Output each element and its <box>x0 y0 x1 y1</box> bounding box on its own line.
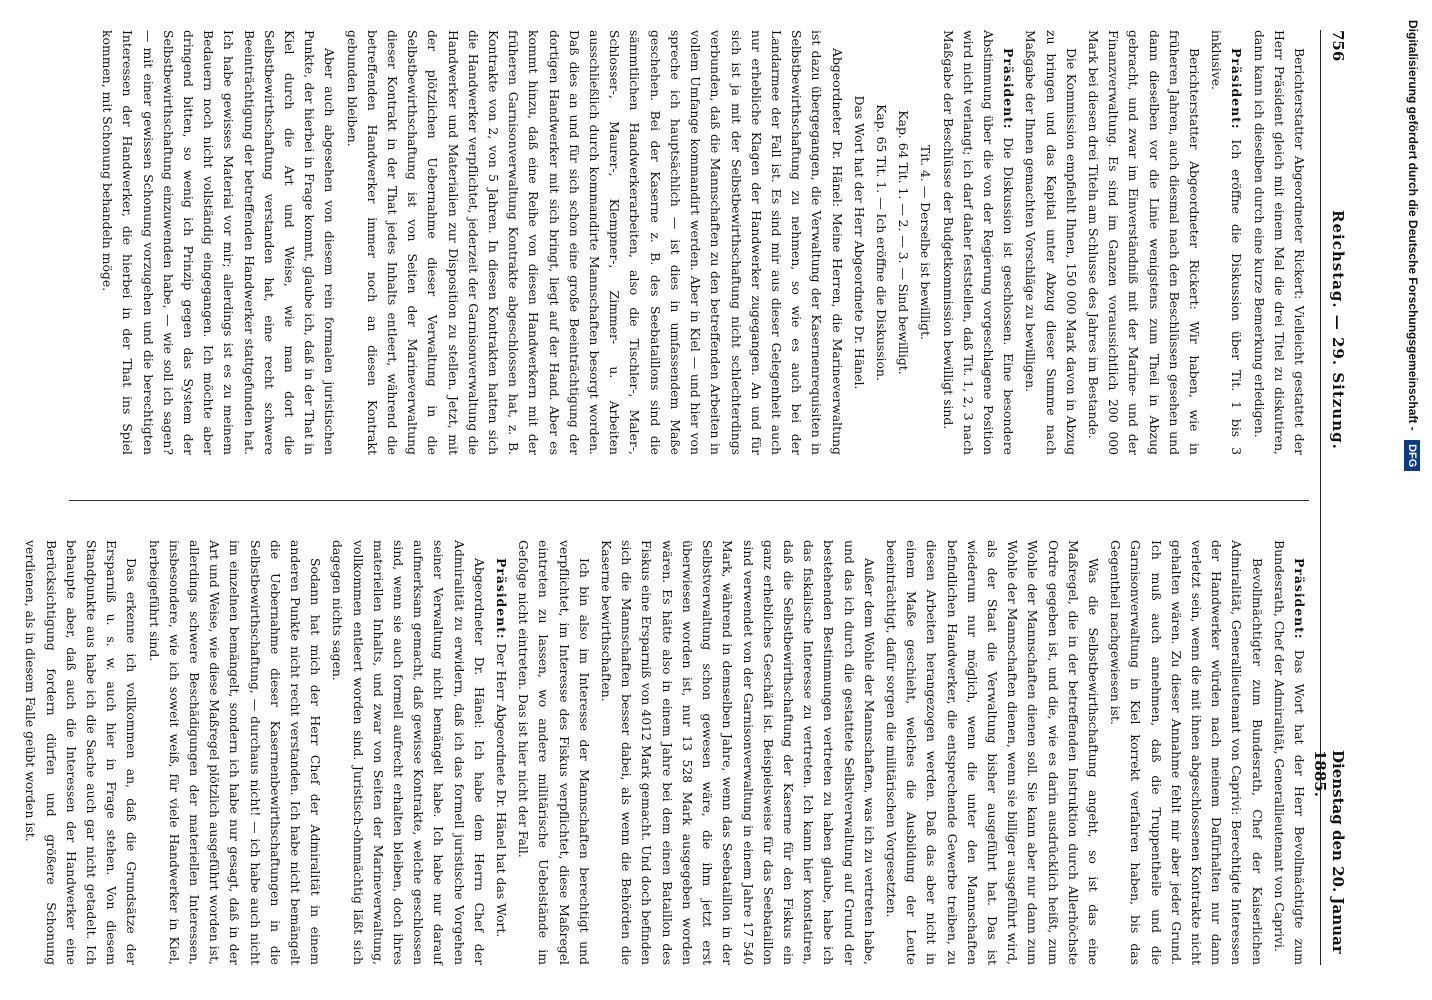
paragraph <box>327 540 489 965</box>
speaker-label: Präsident: <box>1001 48 1017 130</box>
paragraph <box>937 30 1018 455</box>
header-title: Reichstag. — 29. Sitzung. <box>1329 210 1347 450</box>
digitization-notice <box>1400 20 1426 980</box>
paragraph-text: Kap. 64 Tit. 1. — 2. — 3. — Sind bewilligt. <box>896 110 912 375</box>
header-date: Dienstag den 20. Januar 1885. <box>1311 750 1347 954</box>
paragraph-text: Was die Selbstbewirthschaftung angeht, so ist das eine Maßregel, die in der betreffenden Instruktion durch Allerhöchste Ordre gegeben ist, und die, wie es darin ausdrücklich heißt, zum Wohle der Mannschaften dienen soll. Sie kann aber nur dann zum Wohle der Mannschaften dienen, wenn sie billiger ausgeführt wird, als der Staat die Verwaltung bisher ausgeführt hat. Das ist wiederum nur möglich, wenn die unter den Mannschaften befindlichen Handwerker, die entsprechende Gewerbe treiben, zu diesen Arbeiten herangezogen werden. Daß das aber nicht in einem Maße geschieht, welches die Ausbildung der Leute beeinträchtigt, dafür sorgen die militärischen Vorgesetzten. <box>883 540 1101 965</box>
paragraph <box>881 540 1103 965</box>
page-header <box>1311 30 1355 965</box>
paragraph-text: Abgeordneter Dr. Hänel: Meine Herren, die Marineverwaltung ist dazu übergegangen, die Verwaltung der Kasernenrequisiten in Selbstbewirthschaftung zu nehmen, so wie es auch bei der Landarmee der Fall ist. Es sind mir aus dieser Gelegenheit auch nur erhebliche Klagen der Handwerker zugegangen. An und für sich ist ja mit der Selbstbewirthschaftung nicht schlechterdings verbunden, daß die Mannschaften zu den betreffenden Arbeiten in vollem Umfange kommandirt werden. Aber in Kiel — und hier von spreche ich hauptsächlich — ist dies in umfassendem Maße geschehen. Bei der Kaserne z. B. des Seebataillons sind die sämmtlichen Handwerkerarbeiten, also die Tischler-, Maler-, Schlosser-, Maurer-, Klempner-, Zimmer- u. Arbeiten ausschließlich durch kommandirte Mannschaften besorgt worden. Daß dies an und für sich schon eine große Beeinträchtigung der dortigen Handwerker mit sich bringt, liegt auf der Hand. Aber es kommt hinzu, daß eine Reihe von diesen Handwerkern mit der früheren Garnisonverwaltung Kontrakte abgeschlossen hat, z. B. Kontrakte von 2, von 5 Jahren. In diesen Kontrakten hatten sich die Handwerker verpflichtet, jederzeit der Garnisonverwaltung die Handwerker und Materialien zur Disposition zu stellen. Jetzt, mit der plötzlichen Uebernahme dieser Verwaltung in die Selbstbewirthschaftung ist von Seiten der Marineverwaltung dieser Kontrakt in der That jedes Inhalts entleert, während die betreffenden Handwerker immer noch an diesen Kontrakt gebunden bleiben. <box>344 30 845 455</box>
paragraph <box>596 540 879 965</box>
paragraph <box>143 540 325 965</box>
paragraph <box>341 30 846 455</box>
paragraph <box>893 30 913 455</box>
paragraph <box>1020 30 1081 455</box>
dfg-logo: DFG <box>1404 440 1420 471</box>
paragraph-text: Kap. 65 Tit. 1. — Ich eröffne die Diskussion. <box>873 104 889 381</box>
right-column <box>23 540 1309 965</box>
paragraph <box>849 30 869 455</box>
page-number: 756 <box>1329 30 1347 62</box>
paragraph-text: Das Wort hat der Herr Abgeordnete Dr. Hänel. <box>851 95 867 390</box>
paragraph-text: Aber auch abgesehen von diesem rein formalen juristischen Punkte, der hierbei in Frage kommt, glaube ich, daß in der That in Kiel durch die Art und Weise, wie man dort die Selbstbewirthschaftung verstanden hat, eine recht schwere Beeinträchtigung der betreffenden Handwerker stattgefunden hat. Ich habe gewisses Material vor mir; allerdings ist es zu meinem Bedauern noch nicht vollständig eingegangen. Ich möchte aber dringend bitten, so wenig ich Prinzip gegen das System der Selbstbewirthschaftung einzuwenden habe, — wie soll ich sagen? — mit einer gewissen Schonung vorzugehen und die berechtigten Interessen der Handwerker, die hierbei in der That ins Spiel kommen, mit Schonung behandeln möge. <box>100 30 338 455</box>
column-divider <box>69 500 1309 501</box>
paragraph-text: Sodann hat mich der Herr Chef der Admiralität in einem anderen Punkte nicht recht verstanden. Ich habe nicht bemängelt die Uebernahme dieser Kasernenbewirthschaftungen in die Selbstbewirthschaftung, — durchaus nicht! — ich habe auch nicht im einzelnen bemängelt, sondern ich habe nur gesagt, daß in der Art und Weise, wie diese Maßregel plötzlich ausgeführt worden ist, allerdings schwere Beschädigungen der materiellen Interessen, insbesondere, wie ich soweit weiß, für viele Handwerker in Kiel, herbeigeführt sind. <box>146 540 324 965</box>
paragraph-text: Ich bin also im Interesse der Mannschaften berechtigt und verpflichtet, im Interesse des Fiskus verpflichtet, diese Maßregel eintreten zu lassen, wo andere militärische Uebelstände im Gefolge nicht eintreten. Das ist hier nicht der Fall. <box>516 540 592 965</box>
paragraph-text: Abgeordneter Dr. Hänel: Ich habe dem Herrn Chef der Admiralität zu erwidern, daß ich das formell juristische Vorgehen seiner Verwaltung nicht bemängelt habe. Ich habe nur darauf aufmerksam gemacht, daß gewisse Kontrakte, welche geschlossen sind, wenn sie auch formell aufrecht erhalten bleiben, doch ihres materiellen Inhalts, und zwar von Seiten der Marineverwaltung, vollkommen entleert worden sind. Juristisch-ohnmächtig läßt sich dagegen nichts sagen. <box>330 540 487 965</box>
paragraph-text: Das erkenne ich vollkommen an, daß die Grundsätze der Ersparniß u. s. w. auch hier in Frage stehen. Von diesem Standpunkte aus habe ich die Sache auch gar nicht getadelt. Ich behaupte aber, daß auch die Interessen der Handwerker eine Berücksichtigung fordern dürfen und größere Schonung verdienen, als in diesem Falle geübt worden ist. <box>23 540 140 965</box>
speaker-label: Präsident: <box>1292 558 1307 640</box>
paragraph <box>1206 30 1246 455</box>
paragraph <box>1105 540 1267 965</box>
paragraph-text: Der Herr Abgeordnete Dr. Hänel hat das Wort. <box>494 643 510 938</box>
paragraph-text: Ich eröffne die Diskussion über Tit. 1 bis 3 inklusive. <box>1209 30 1245 455</box>
digitization-text: Digitalisierung gefördert durch die Deutsche Forschungsgemeinschaft - <box>1406 20 1420 431</box>
paragraph <box>20 540 141 965</box>
paragraph <box>491 540 511 965</box>
paragraph <box>871 30 891 455</box>
paragraph-text: Das Wort hat der Herr Bevollmächtigte zum Bundesrath, Chef der Admiralität, Generallieutenant von Caprivi. <box>1271 540 1307 965</box>
speaker-label: Präsident: <box>494 558 510 640</box>
speaker-label: Präsident: <box>1229 48 1245 130</box>
paragraph-text: Bevollmächtigter zum Bundesrath, Chef der Kaiserlichen Admiralität, Generallieutenant von Caprivi: Berechtigte Interessen der Handwerker würden nach meinem Dafürhalten nur dann verletzt sein, wenn die mit ihnen abgeschlossenen Kontrakte nicht gehalten wären. Zu dieser Annahme fehlt mir aber jeder Grund. Ich muß auch annehmen, daß die Truppentheile und die Garnisonverwaltung in Kiel korrekt verfahren haben, bis das Gegentheil nachgewiesen ist. <box>1108 540 1265 965</box>
left-column <box>69 30 1309 455</box>
paragraph-text: Außer dem Wohle der Mannschaften, was ich zu vertreten habe, und das ich durch die gestattete Selbstverwaltung auf Grund der bestehenden Bestimmungen vertreten zu haben glaube, habe ich das fiskalische Interesse zu vertreten. Ich kann hier konstatiren, daß die Selbstbewirthschaftung der Kaserne für den Fiskus ein ganz erhebliches Geschäft ist. Beispielsweise für das Seebataillon sind verwendet von der Garnisonverwaltung in einem Jahre 17 540 Mark, während in demselben Jahre, wenn das Seebataillon in der Selbstverwaltung schon gewesen wäre, die ihm jetzt erst überwiesen worden ist, nur 13 528 Mark ausgegeben worden wären. Es hätte also in einem Jahre bei dem einen Bataillon des Fiskus eine Ersparniß von 4012 Mark gemacht. Und doch befinden sich die Mannschaften besser dabei, als wenn die Behörden die Kaserne bewirthschaften. <box>599 540 877 965</box>
paragraph-text: Berichterstatter Abgeordneter Rickert: Vielleicht gestattet der Herr Präsident gleich mit einem Mal die drei Titel zu diskutiren, dann kann ich dieselben durch eine kurze Bemerkung erledigen. <box>1251 30 1307 455</box>
paragraph <box>1248 30 1309 455</box>
rotated-content <box>23 30 1355 965</box>
paragraph <box>513 540 594 965</box>
paragraph-text: Die Diskussion ist geschlossen. Eine besondere Abstimmung über die von der Regierung vorgeschlagene Position wird nicht verlangt; ich darf daher feststellen, daß Tit. 1, 2, 3 nach Maßgabe der Beschlüsse der Budgetkommission bewilligt sind. <box>940 30 1017 455</box>
paragraph <box>915 30 935 455</box>
paragraph-text: Tit. 4. — Derselbe ist bewilligt. <box>918 144 934 341</box>
paragraph <box>1269 540 1309 965</box>
paragraph-text: Die Kommission empfiehlt Ihnen, 150 000 Mark davon in Abzug zu bringen und das Kapital unter Abzug dieser Summe nach Maßgabe der Ihnen gemachten Vorschläge zu bewilligen. <box>1023 30 1079 455</box>
paragraph <box>97 30 339 455</box>
paragraph-text: Berichterstatter Abgeordneter Rickert: Wir haben, wie in früheren Jahren, auch diesmal nach den Beschlüssen gesehen und dann dieselben vor die Linie wenigstens zum Theil in Abzug gebracht, und zwar im Einverständniß mit der Marine- und der Finanzverwaltung. Es sind im Ganzen voraussichtlich 200 000 Mark bei diesen drei Titeln am Schlusse des Jahres im Bestande. <box>1085 30 1202 455</box>
paragraph <box>1083 30 1204 455</box>
